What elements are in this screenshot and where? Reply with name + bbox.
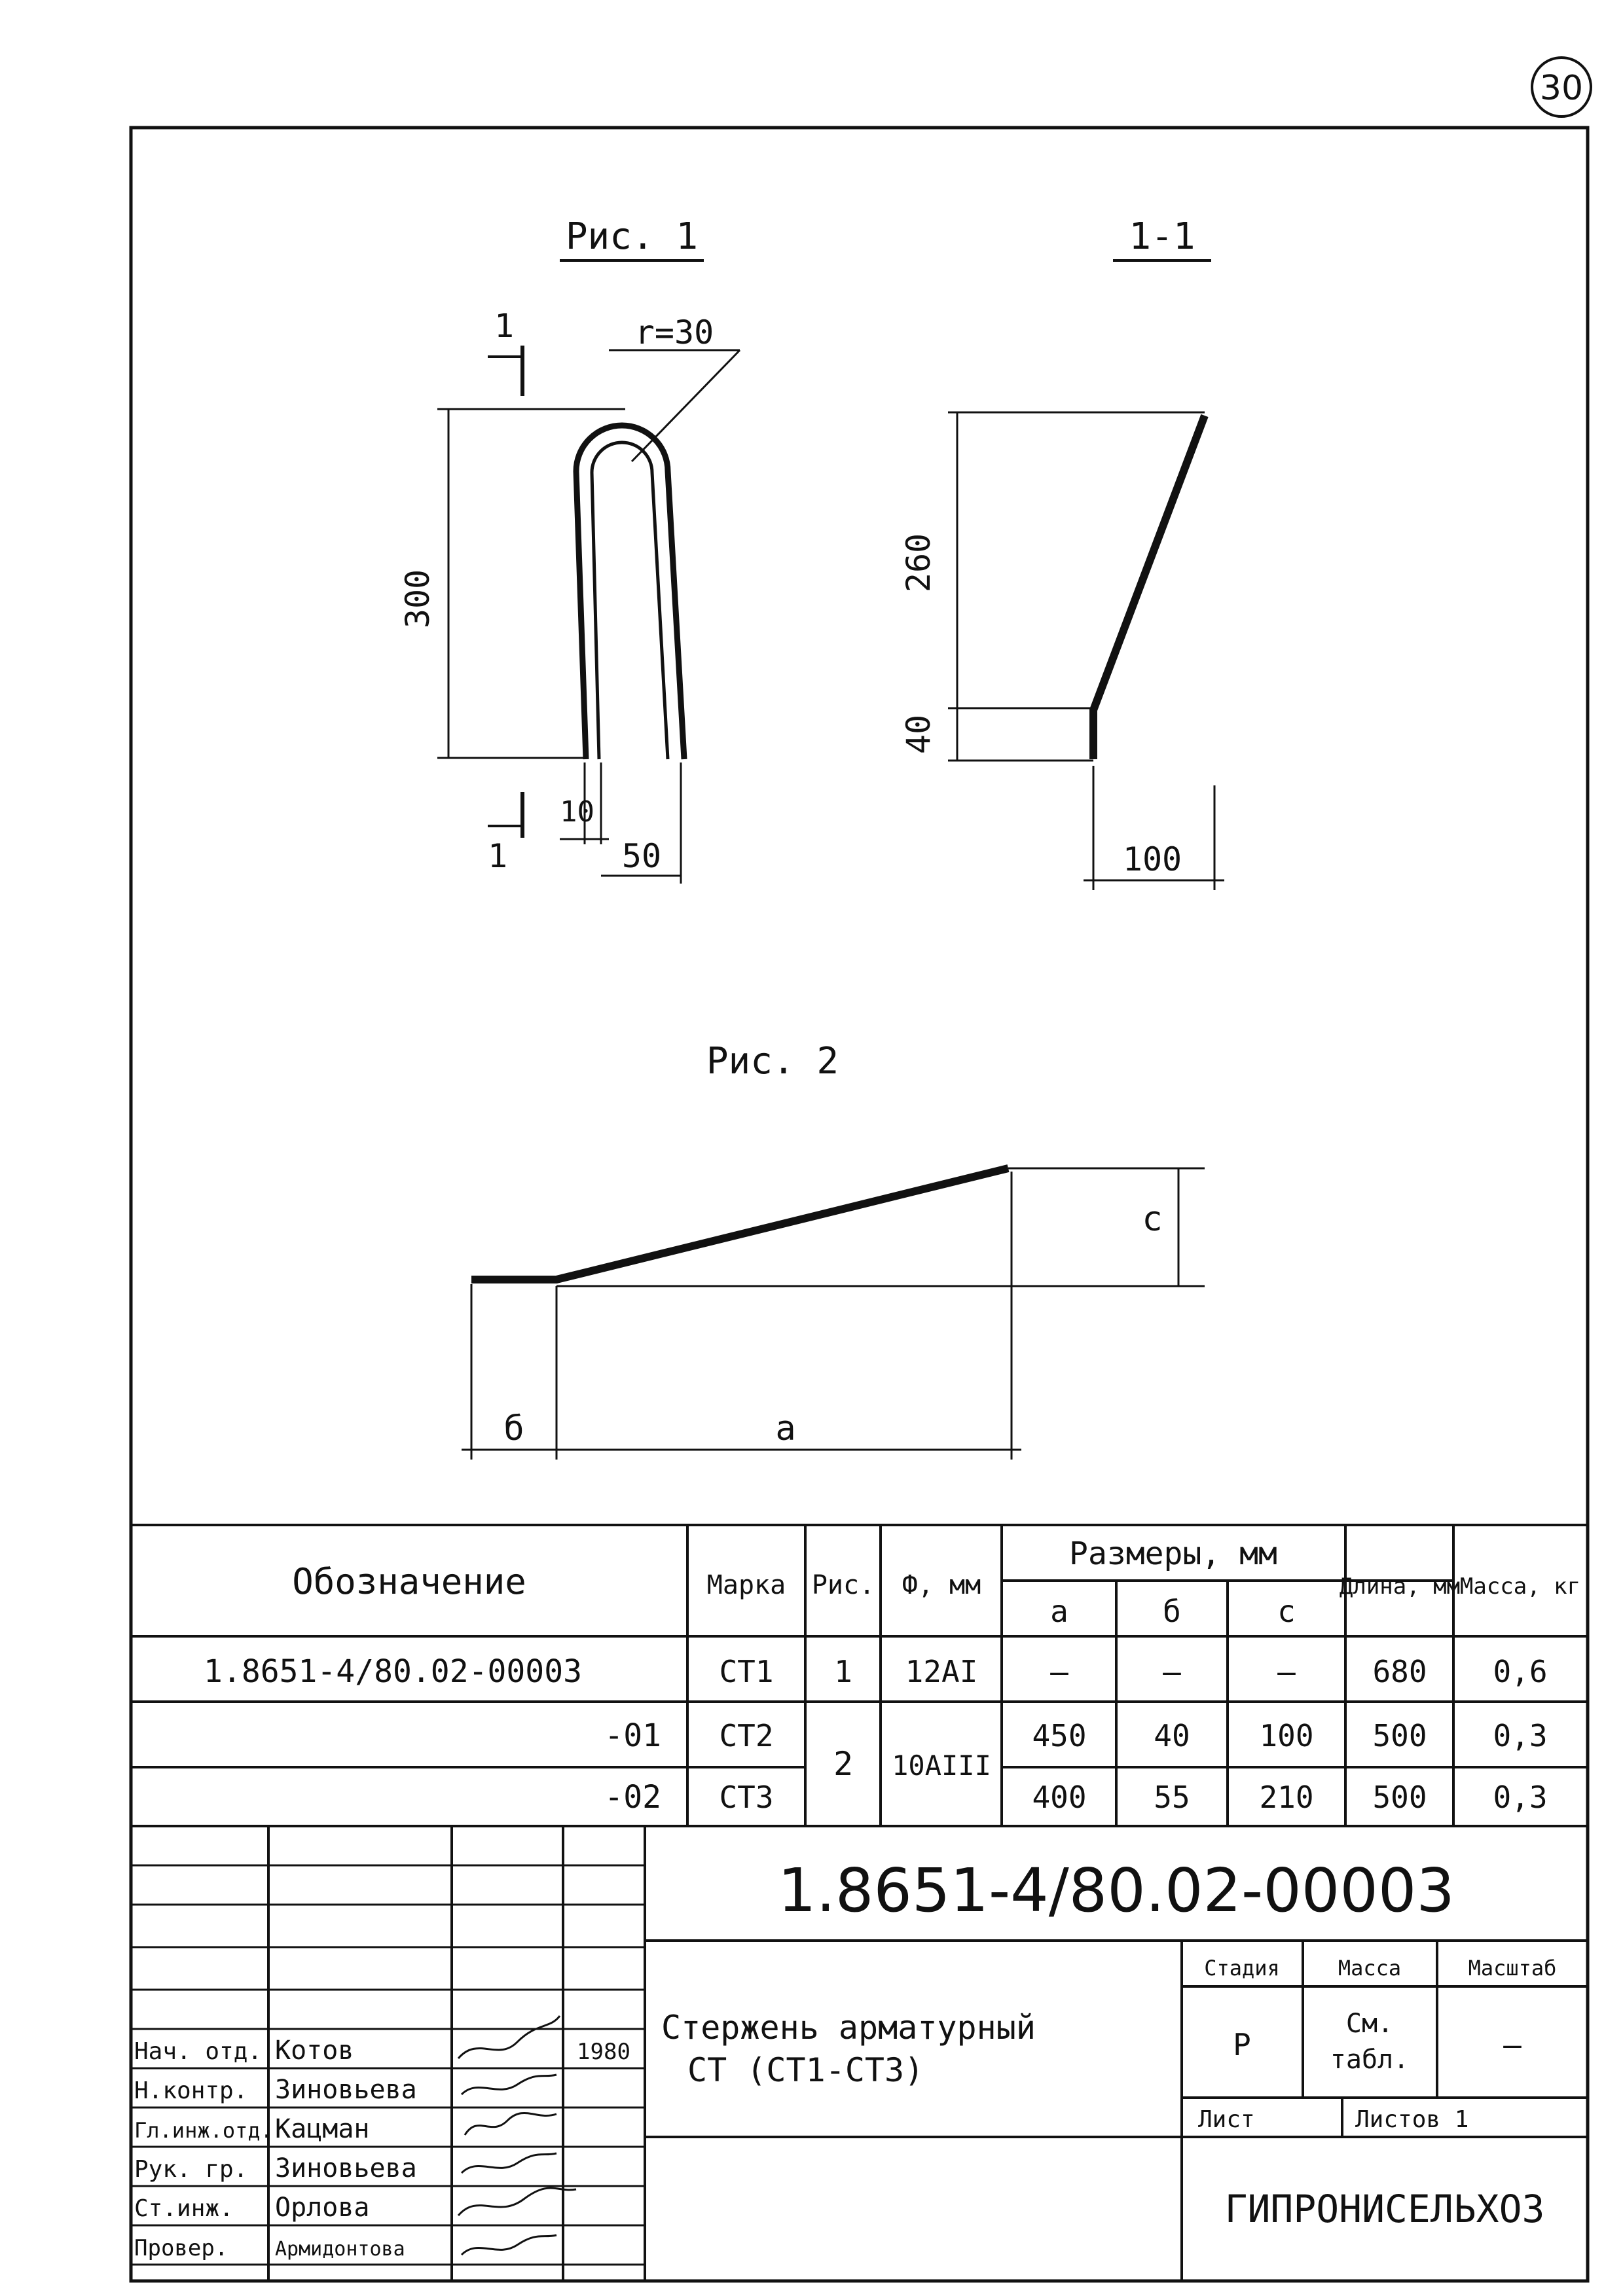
scale-value: —: [1503, 2027, 1522, 2062]
header-diam: Ф, мм: [902, 1570, 981, 1600]
sig-name: Кацман: [275, 2114, 370, 2144]
header-fig: Рис.: [811, 1570, 875, 1600]
section-title: 1-1: [1129, 215, 1195, 258]
row2-diam: 10АIII: [892, 1749, 991, 1782]
document-code: 1.8651-4/80.02-00003: [778, 1856, 1455, 1926]
row3-length: 500: [1372, 1780, 1427, 1815]
row1-c: —: [1277, 1654, 1296, 1689]
header-c: с: [1277, 1594, 1296, 1629]
row2-designation: -01: [604, 1717, 661, 1754]
sig-role: Провер.: [134, 2235, 228, 2261]
row2-mark: СТ2: [719, 1718, 774, 1753]
sig-role: Н.контр.: [134, 2077, 248, 2104]
dim-10-label: 10: [560, 795, 594, 829]
row2-a: 450: [1032, 1718, 1087, 1753]
sig-role: Нач. отд.: [134, 2038, 263, 2065]
sig-name: Орлова: [275, 2193, 370, 2223]
product-name-line2: СТ (СТ1-СТ3): [687, 2051, 924, 2089]
row3-mass: 0,3: [1493, 1780, 1548, 1815]
row1-b: —: [1163, 1654, 1181, 1689]
header-a: а: [1050, 1594, 1068, 1629]
radius-label: r=30: [634, 314, 714, 351]
header-length: Длина, мм: [1339, 1573, 1461, 1600]
signature-mark: [458, 2016, 560, 2058]
signature-row: [134, 2188, 576, 2223]
sig-role: Ст.инж.: [134, 2195, 234, 2222]
table-row: [604, 1779, 1547, 1816]
dim-100-label: 100: [1122, 840, 1182, 878]
radius-leader: [632, 350, 740, 461]
section-mark-bottom-label: 1: [488, 837, 508, 875]
sig-year: 1980: [577, 2039, 630, 2065]
row3-mark: СТ3: [719, 1780, 774, 1815]
header-sizes: Размеры, мм: [1069, 1535, 1277, 1572]
row1-diam: 12АI: [905, 1654, 978, 1689]
signature-mark: [465, 2113, 556, 2135]
mass-value-2: табл.: [1330, 2045, 1410, 2075]
row3-c: 210: [1259, 1780, 1314, 1815]
dim-c-label: с: [1142, 1200, 1163, 1239]
mass-value-1: См.: [1345, 2009, 1394, 2039]
header-mass: Масса, кг: [1459, 1573, 1581, 1600]
dim-50-label: 50: [621, 837, 662, 875]
dim-a-label: а: [775, 1409, 796, 1448]
row1-mass: 0,6: [1493, 1654, 1548, 1689]
signature-mark: [462, 2235, 556, 2255]
row3-a: 400: [1032, 1780, 1087, 1815]
organization: ГИПРОНИСЕЛЬХОЗ: [1224, 2187, 1545, 2231]
row2-fig: 2: [833, 1745, 854, 1783]
header-designation: Обозначение: [292, 1561, 526, 1602]
product-name-line1: Стержень арматурный: [661, 2009, 1036, 2047]
row3-b: 55: [1154, 1780, 1190, 1815]
sig-name: Котов: [275, 2036, 354, 2066]
dim-40-label: 40: [900, 714, 938, 755]
u-rod-inner: [592, 442, 668, 759]
figure-1: [399, 215, 740, 884]
signature-row: [134, 2235, 556, 2261]
figure-2: [462, 1040, 1205, 1460]
sig-role: Рук. гр.: [134, 2156, 248, 2183]
signature-row: [134, 2153, 556, 2183]
sig-role: Гл.инж.отд.: [134, 2118, 273, 2143]
sig-name: Зиновьева: [275, 2153, 417, 2183]
dim-260-label: 260: [900, 533, 938, 593]
mass-label: Масса: [1338, 1956, 1402, 1981]
section-mark-top-label: 1: [494, 307, 515, 345]
signature-row: [134, 2075, 556, 2105]
row1-mark: СТ1: [719, 1654, 774, 1689]
stage-label: Стадия: [1204, 1956, 1280, 1981]
row3-designation: -02: [604, 1779, 661, 1816]
section-1-1: [900, 215, 1224, 890]
header-mark: Марка: [706, 1570, 786, 1600]
header-b: б: [1163, 1594, 1181, 1629]
row2-length: 500: [1372, 1718, 1427, 1753]
sheets-label: Листов 1: [1355, 2106, 1469, 2133]
sheet-label: Лист: [1198, 2106, 1255, 2133]
sheet-number-stamp: [1532, 58, 1591, 117]
row2-mass: 0,3: [1493, 1718, 1548, 1753]
signature-mark: [462, 2153, 556, 2173]
fig2-rod: [471, 1168, 1008, 1280]
row1-designation: 1.8651-4/80.02-00003: [204, 1653, 582, 1690]
fig1-title: Рис. 1: [565, 215, 699, 258]
sheet-number: 30: [1539, 69, 1584, 108]
dim-b-label: б: [503, 1409, 524, 1448]
table-row: [604, 1717, 1547, 1783]
signature-mark: [458, 2188, 576, 2215]
row2-b: 40: [1154, 1718, 1190, 1753]
fig2-title: Рис. 2: [706, 1040, 839, 1083]
row2-c: 100: [1259, 1718, 1314, 1753]
row1-length: 680: [1372, 1654, 1427, 1689]
signature-row: [134, 2113, 556, 2144]
section-rod: [1093, 416, 1205, 759]
row1-fig: 1: [834, 1654, 852, 1689]
stage-value: Р: [1233, 2027, 1251, 2062]
row1-a: —: [1050, 1654, 1068, 1689]
spec-table: [131, 1525, 1588, 1826]
sig-name: Армидонтова: [275, 2238, 405, 2261]
signature-mark: [462, 2075, 556, 2094]
scale-label: Масштаб: [1468, 1956, 1557, 1981]
dim-300-label: 300: [399, 569, 437, 629]
sig-name: Зиновьева: [275, 2075, 417, 2105]
signature-row: [134, 2016, 630, 2066]
title-block: [131, 1826, 1588, 2281]
